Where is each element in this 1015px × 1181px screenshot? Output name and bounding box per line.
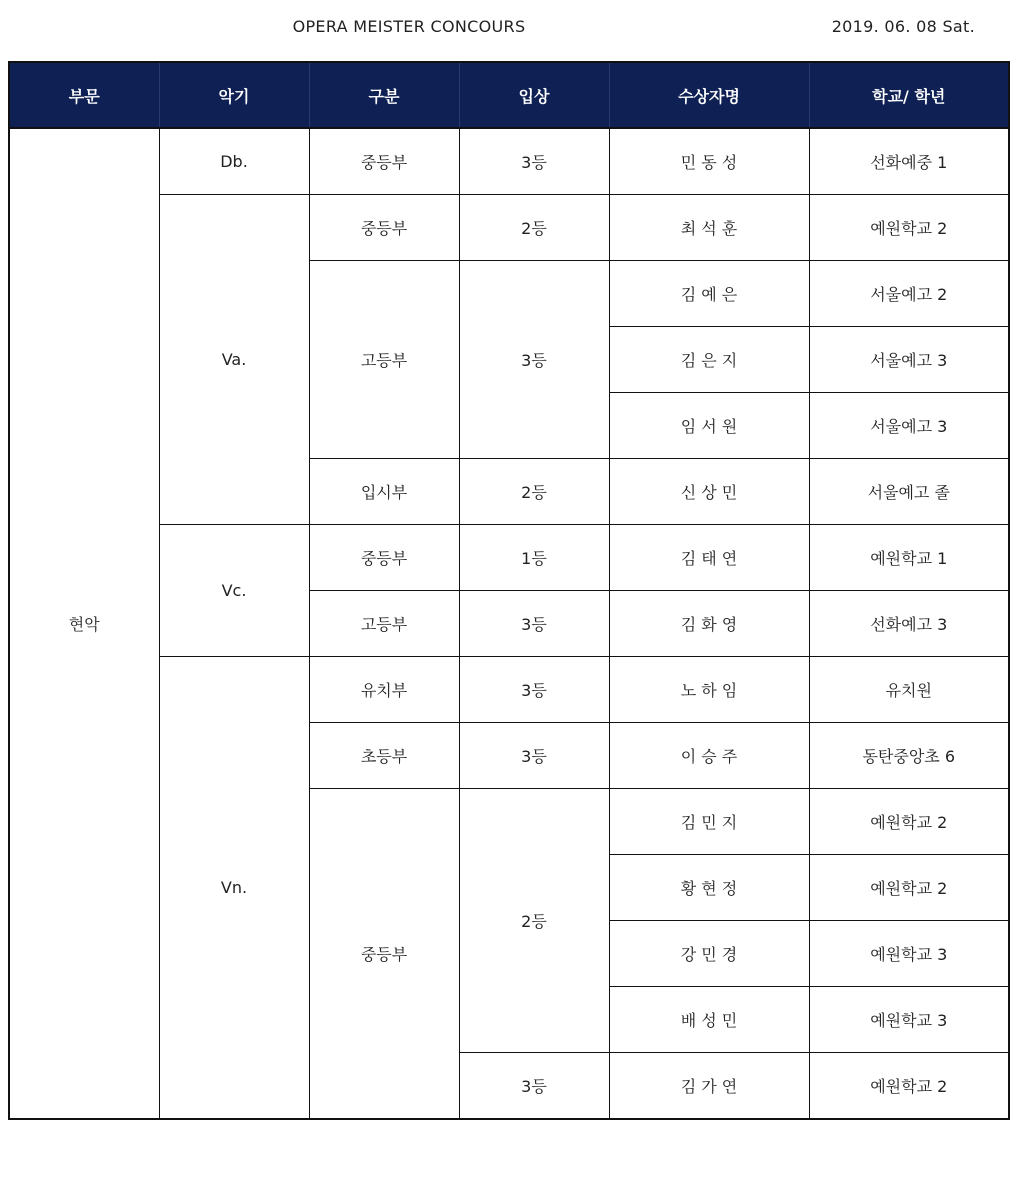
table-row bbox=[9, 195, 1009, 261]
school-cell: 선화예중 1 bbox=[809, 128, 1009, 195]
table-row bbox=[9, 657, 1009, 723]
header-row bbox=[9, 62, 1009, 128]
instrument-cell: Db. bbox=[159, 128, 309, 195]
category-cell: 유치부 bbox=[309, 657, 459, 723]
winner-name-cell: 신 상 민 bbox=[609, 459, 809, 525]
document-title: OPERA MEISTER CONCOURS bbox=[292, 17, 526, 36]
prize-cell: 2등 bbox=[459, 789, 609, 1053]
column-header-instrument: 악기 bbox=[159, 62, 309, 128]
school-cell: 유치원 bbox=[809, 657, 1009, 723]
category-cell: 고등부 bbox=[309, 261, 459, 459]
winner-name-cell: 김 화 영 bbox=[609, 591, 809, 657]
school-cell: 동탄중앙초 6 bbox=[809, 723, 1009, 789]
instrument-cell: Va. bbox=[159, 195, 309, 525]
school-cell: 서울예고 2 bbox=[809, 261, 1009, 327]
winner-name-cell: 임 서 원 bbox=[609, 393, 809, 459]
instrument-cell: Vc. bbox=[159, 525, 309, 657]
prize-cell: 3등 bbox=[459, 1053, 609, 1120]
instrument-cell: Vn. bbox=[159, 657, 309, 1120]
school-cell: 예원학교 2 bbox=[809, 855, 1009, 921]
winner-name-cell: 이 승 주 bbox=[609, 723, 809, 789]
school-cell: 예원학교 2 bbox=[809, 789, 1009, 855]
school-cell: 예원학교 2 bbox=[809, 195, 1009, 261]
prize-cell: 3등 bbox=[459, 657, 609, 723]
winner-name-cell: 황 현 정 bbox=[609, 855, 809, 921]
prize-cell: 3등 bbox=[459, 591, 609, 657]
column-header-school-grade: 학교/ 학년 bbox=[809, 62, 1009, 128]
category-cell: 고등부 bbox=[309, 591, 459, 657]
school-cell: 선화예고 3 bbox=[809, 591, 1009, 657]
winner-name-cell: 김 예 은 bbox=[609, 261, 809, 327]
school-cell: 서울예고 졸 bbox=[809, 459, 1009, 525]
prize-cell: 2등 bbox=[459, 195, 609, 261]
prize-cell: 3등 bbox=[459, 128, 609, 195]
school-cell: 예원학교 3 bbox=[809, 987, 1009, 1053]
category-cell: 중등부 bbox=[309, 525, 459, 591]
prize-cell: 3등 bbox=[459, 261, 609, 459]
division-cell: 현악 bbox=[9, 128, 159, 1119]
document-date: 2019. 06. 08 Sat. bbox=[831, 17, 975, 36]
results-table bbox=[8, 61, 1010, 1120]
column-header-category: 구분 bbox=[309, 62, 459, 128]
school-cell: 서울예고 3 bbox=[809, 327, 1009, 393]
winner-name-cell: 김 은 지 bbox=[609, 327, 809, 393]
category-cell: 입시부 bbox=[309, 459, 459, 525]
column-header-division: 부문 bbox=[9, 62, 159, 128]
category-cell: 중등부 bbox=[309, 128, 459, 195]
prize-cell: 3등 bbox=[459, 723, 609, 789]
winner-name-cell: 배 성 민 bbox=[609, 987, 809, 1053]
table-row bbox=[9, 128, 1009, 195]
prize-cell: 2등 bbox=[459, 459, 609, 525]
category-cell: 중등부 bbox=[309, 195, 459, 261]
prize-cell: 1등 bbox=[459, 525, 609, 591]
school-cell: 예원학교 1 bbox=[809, 525, 1009, 591]
column-header-winner-name: 수상자명 bbox=[609, 62, 809, 128]
category-cell: 초등부 bbox=[309, 723, 459, 789]
school-cell: 예원학교 2 bbox=[809, 1053, 1009, 1120]
winner-name-cell: 노 하 임 bbox=[609, 657, 809, 723]
school-cell: 예원학교 3 bbox=[809, 921, 1009, 987]
table-row bbox=[9, 525, 1009, 591]
winner-name-cell: 민 동 성 bbox=[609, 128, 809, 195]
winner-name-cell: 김 민 지 bbox=[609, 789, 809, 855]
winner-name-cell: 최 석 훈 bbox=[609, 195, 809, 261]
school-cell: 서울예고 3 bbox=[809, 393, 1009, 459]
winner-name-cell: 김 가 연 bbox=[609, 1053, 809, 1120]
category-cell: 중등부 bbox=[309, 789, 459, 1120]
winner-name-cell: 강 민 경 bbox=[609, 921, 809, 987]
column-header-prize: 입상 bbox=[459, 62, 609, 128]
winner-name-cell: 김 태 연 bbox=[609, 525, 809, 591]
